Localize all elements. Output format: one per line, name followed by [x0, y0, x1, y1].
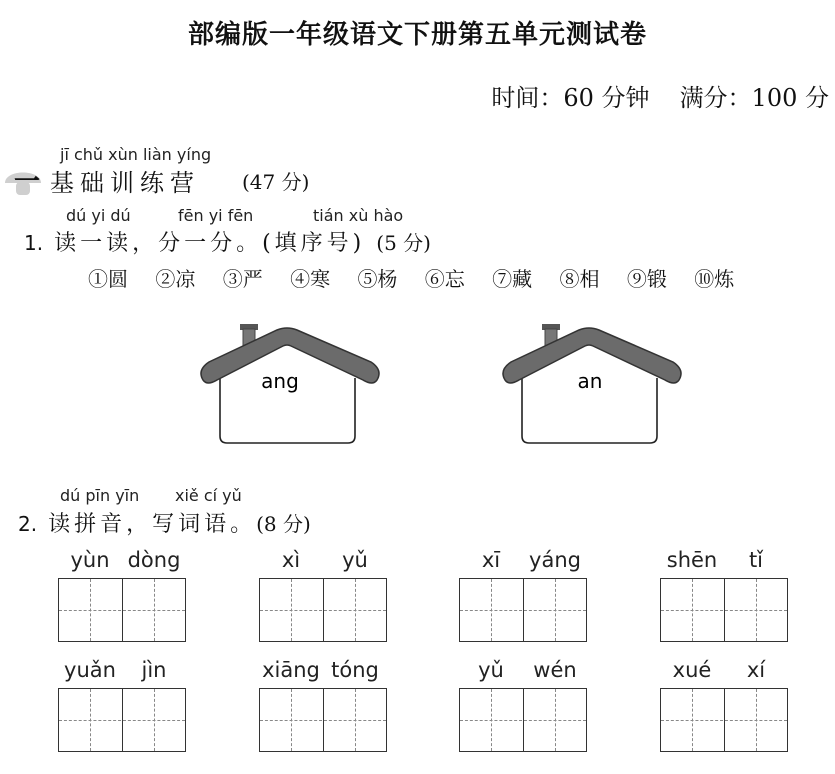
section1-score: (47 分): [242, 170, 310, 194]
pinyin-syllable: xiāng: [262, 658, 320, 682]
exam-info: [491, 78, 829, 113]
q2-prompt: [18, 507, 311, 538]
house-label: ang: [261, 369, 299, 393]
character-item: ⑥忘: [424, 267, 465, 291]
q2-pinyin-1: dú pīn yīn: [60, 486, 140, 505]
character-item: ③严: [222, 267, 263, 291]
character-item: ⑤杨: [357, 267, 398, 291]
house-ang: [195, 318, 385, 448]
character-item: ①圆: [88, 267, 128, 291]
writing-box[interactable]: [58, 688, 186, 752]
pinyin-syllable: shēn: [666, 548, 718, 572]
writing-box[interactable]: [459, 578, 587, 642]
q1-prompt: [24, 226, 431, 257]
q1-pinyin-1: dú yi dú: [66, 206, 131, 225]
writing-box[interactable]: [459, 688, 587, 752]
q2-score: (8 分): [256, 512, 311, 536]
pinyin-syllable: tóng: [331, 658, 379, 682]
q2-pinyin-2: xiě cí yǔ: [175, 486, 242, 505]
pinyin-syllable: xí: [746, 658, 766, 682]
house-label: an: [577, 369, 603, 393]
character-item: ②凉: [155, 267, 196, 291]
pinyin-syllable: jìn: [141, 658, 167, 682]
q1-number: 1.: [24, 231, 44, 255]
pinyin-syllable: wén: [533, 658, 577, 682]
character-item: ⑧相: [559, 267, 600, 291]
character-item: ⑦藏: [492, 267, 533, 291]
full-score: 满分：100 分: [679, 84, 829, 112]
q2-number: 2.: [18, 512, 38, 536]
writing-box[interactable]: [660, 688, 788, 752]
q1-score: (5 分): [376, 231, 431, 255]
pinyin-syllable: yǔ: [342, 548, 368, 572]
pinyin-syllable: dòng: [127, 548, 181, 572]
page-title: 部编版一年级语文下册第五单元测试卷: [187, 20, 647, 50]
q2-text: 读拼音，写词语。: [48, 512, 257, 537]
character-list: [88, 263, 755, 292]
section1-pinyin: jī chǔ xùn liàn yíng: [60, 145, 212, 164]
pinyin-syllable: yǔ: [478, 658, 504, 682]
writing-box[interactable]: [660, 578, 788, 642]
pinyin-syllable: yuǎn: [64, 658, 116, 682]
pinyin-syllable: xì: [281, 548, 301, 572]
pinyin-syllable: tǐ: [748, 548, 764, 572]
section1-number: 一: [14, 167, 41, 197]
pinyin-syllable: xué: [672, 658, 712, 682]
character-item: ⑨锻: [626, 267, 667, 291]
writing-box[interactable]: [58, 578, 186, 642]
writing-box[interactable]: [259, 688, 387, 752]
pinyin-syllable: yáng: [529, 548, 581, 572]
character-item: ⑩炼: [694, 267, 735, 291]
pinyin-syllable: yùn: [70, 548, 110, 572]
q1-text: 读一读，分一分。(填序号): [54, 231, 366, 256]
writing-box[interactable]: [259, 578, 387, 642]
q1-pinyin-2: fēn yi fēn: [178, 206, 254, 225]
section1-title: 基础训练营: [50, 169, 200, 197]
character-item: ④寒: [290, 267, 331, 291]
pinyin-syllable: xī: [481, 548, 501, 572]
time-limit: 时间：60 分钟: [491, 84, 650, 112]
house-an: [497, 318, 687, 448]
q1-pinyin-3: tián xù hào: [313, 206, 404, 225]
